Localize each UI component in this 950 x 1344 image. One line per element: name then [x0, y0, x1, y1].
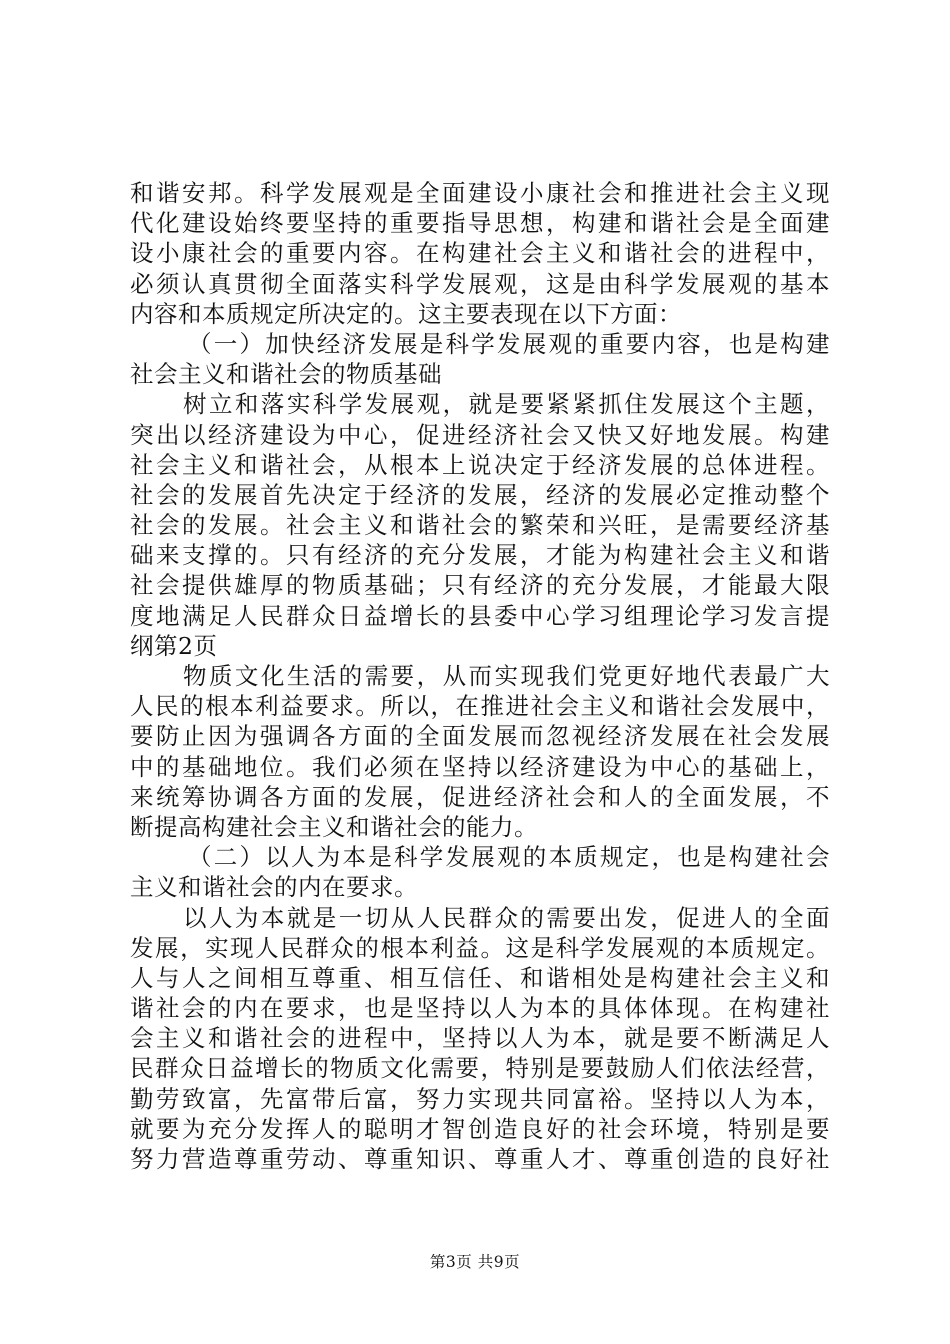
- text-line: 人民的根本利益要求。所以，在推进社会主义和谐社会发展中，: [130, 692, 830, 721]
- text-line: 就要为充分发挥人的聪明才智创造良好的社会环境，特别是要: [130, 1114, 830, 1143]
- text-line: 纲第2页: [130, 631, 218, 660]
- document-body: [130, 178, 830, 1174]
- text-line: 来统筹协调各方面的发展，促进经济社会和人的全面发展，不: [130, 782, 830, 811]
- text-line: 社会提供雄厚的物质基础；只有经济的充分发展，才能最大限: [130, 571, 830, 600]
- text-line: （二）以人为本是科学发展观的本质规定，也是构建社会: [188, 843, 830, 872]
- text-line: 础来支撑的。只有经济的充分发展，才能为构建社会主义和谐: [130, 541, 830, 570]
- text-line: 民群众日益增长的物质文化需要，特别是要鼓励人们依法经营，: [130, 1054, 830, 1083]
- text-line: 突出以经济建设为中心，促进经济社会又快又好地发展。构建: [130, 420, 830, 449]
- text-line: 中的基础地位。我们必须在坚持以经济建设为中心的基础上，: [130, 752, 830, 781]
- text-line: 谐社会的内在要求，也是坚持以人为本的具体体现。在构建社: [130, 994, 830, 1023]
- text-line: 努力营造尊重劳动、尊重知识、尊重人才、尊重创造的良好社: [130, 1145, 830, 1173]
- text-line: 会主义和谐社会的进程中，坚持以人为本，就是要不断满足人: [130, 1024, 830, 1053]
- text-line: 发展，实现人民群众的根本利益。这是科学发展观的本质规定。: [130, 933, 830, 962]
- text-line: 和谐安邦。科学发展观是全面建设小康社会和推进社会主义现: [130, 179, 830, 207]
- page-footer: [0, 1250, 950, 1272]
- text-line: 以人为本就是一切从人民群众的需要出发，促进人的全面: [183, 903, 830, 932]
- text-line: 断提高构建社会主义和谐社会的能力。: [130, 812, 538, 841]
- text-line: 要防止因为强调各方面的全面发展而忽视经济发展在社会发展: [130, 722, 830, 751]
- text-line: 人与人之间相互尊重、相互信任、和谐相处是构建社会主义和: [130, 963, 830, 992]
- text-line: 勤劳致富，先富带后富，努力实现共同富裕。坚持以人为本，: [130, 1084, 830, 1113]
- text-line: 内容和本质规定所决定的。这主要表现在以下方面：: [130, 299, 682, 328]
- text-line: 树立和落实科学发展观，就是要紧紧抓住发展这个主题，: [183, 390, 830, 419]
- text-line: 主义和谐社会的内在要求。: [130, 873, 418, 902]
- text-line: （一）加快经济发展是科学发展观的重要内容，也是构建: [188, 329, 830, 358]
- page-number-label: 第3页 共9页: [429, 1253, 521, 1271]
- text-line: 社会的发展。社会主义和谐社会的繁荣和兴旺，是需要经济基: [130, 511, 830, 540]
- text-line: 社会的发展首先决定于经济的发展，经济的发展必定推动整个: [130, 480, 830, 509]
- text-line: 物质文化生活的需要，从而实现我们党更好地代表最广大: [183, 662, 830, 690]
- text-line: 社会主义和谐社会的物质基础: [130, 360, 442, 389]
- text-line: 设小康社会的重要内容。在构建社会主义和谐社会的进程中，: [130, 239, 830, 268]
- text-line: 度地满足人民群众日益增长的县委中心学习组理论学习发言提: [130, 601, 830, 630]
- text-line: 社会主义和谐社会，从根本上说决定于经济发展的总体进程。: [130, 450, 830, 479]
- text-line: 必须认真贯彻全面落实科学发展观，这是由科学发展观的基本: [130, 269, 830, 298]
- text-line: 代化建设始终要坚持的重要指导思想，构建和谐社会是全面建: [130, 209, 830, 238]
